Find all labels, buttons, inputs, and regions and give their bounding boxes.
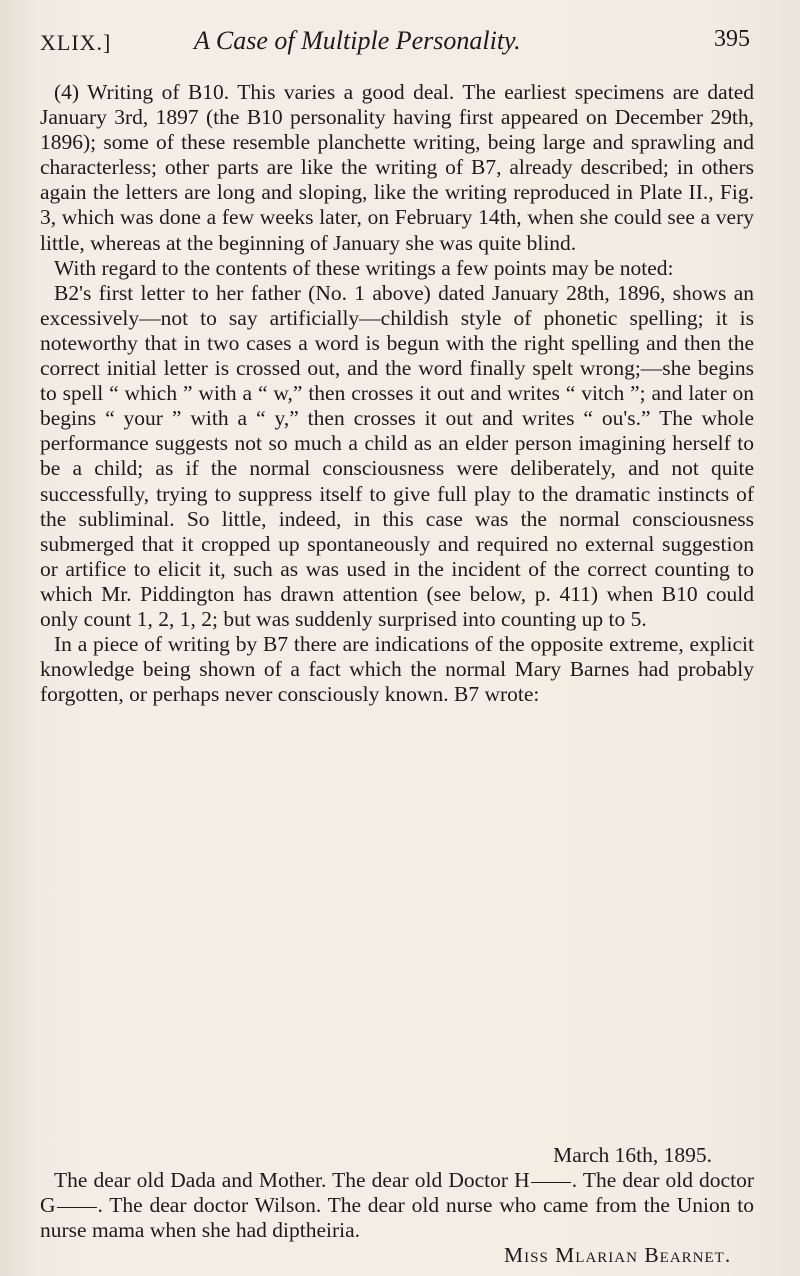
body-text: [40, 80, 754, 707]
redaction-dash: [531, 1182, 571, 1183]
redaction-dash: [57, 1207, 97, 1208]
paragraph-contents-intro: With regard to the contents of these writings a few points may be noted:: [54, 255, 674, 280]
letter-line-4: diptheiria.: [272, 1218, 361, 1243]
letter-line-2a: The dear old doctor G: [40, 1168, 754, 1218]
letter-line-2b: . The dear doctor Wilson. The dear: [97, 1193, 405, 1218]
chapter-number: XLIX.]: [40, 30, 112, 55]
letter-date: March 16th, 1895.: [553, 1143, 712, 1167]
letter-signature: Miss Mlarian Bearnet.: [504, 1243, 732, 1267]
paragraph-b2-letter: B2's first letter to her father (No. 1 above) dated January 28th, 1896, shows an excessively—not to say artificially—childish style of phonetic spelling; it is noteworthy that in two cases a word is begun with the right spelling and then the correct initial letter is crossed out, and the word finally spelt wrong;—she begins to spell “ which ” with a “ w,” then crosses it out and writes “ vitch ”; and later on begins “ your ” with a “ y,” then crosses it out and writes “ ou's.” The whole performance suggests not so much a child as an elder person imagining herself to be a child; as if the normal consciousness were deliberately, and not quite successfully, trying to suppress itself to give full play to the dramatic instincts of the subliminal. So little, indeed, in this case was the normal consciousness submerged that it cropped up spontaneously and required no external suggestion or artifice to elicit it, such as was used in the incident of the correct counting to which Mr. Piddington has drawn attention (see below, p. 411) when B10 could only count 1, 2, 1, 2; but was suddenly surprised into counting up to 5.: [40, 280, 754, 631]
quoted-letter: [40, 1143, 755, 1267]
paragraph-b7-writing: In a piece of writing by B7 there are indications of the opposite extreme, explicit knowledge being shown of a fact which the normal Mary Barnes had probably forgotten, or perhaps never consciously known. B7 wrote:: [40, 632, 754, 707]
page-number: 395: [714, 26, 750, 52]
letter-line-3: old nurse who came from the Union to nurse mama when she had: [40, 1193, 755, 1243]
paragraph-writing-of-b10: (4) Writing of B10. This varies a good deal. The earliest specimens are dated January 3rd, 1897 (the B10 personality having first appeared on December 29th, 1896); some of these resemble planchette writing, being large and sprawling and characterless; other parts are like the writing of B7, already described; in others again the letters are long and sloping, like the writing reproduced in Plate II., Fig. 3, which was done a few weeks later, on February 14th, when she could see a very little, whereas at the beginning of January she was quite blind.: [40, 80, 754, 255]
running-title: A Case of Multiple Personality.: [194, 26, 521, 55]
letter-body: The dear old Dada and Mother. The dear old Doctor H . The dear old doctor G . The dear doctor Wilson. The dear old nurse who came from the Union to nurse mama when she had diptheiria.: [40, 1168, 755, 1243]
running-header: [40, 26, 750, 66]
letter-line-1: The dear old Dada and Mother. The dear old Doctor H: [54, 1168, 530, 1193]
